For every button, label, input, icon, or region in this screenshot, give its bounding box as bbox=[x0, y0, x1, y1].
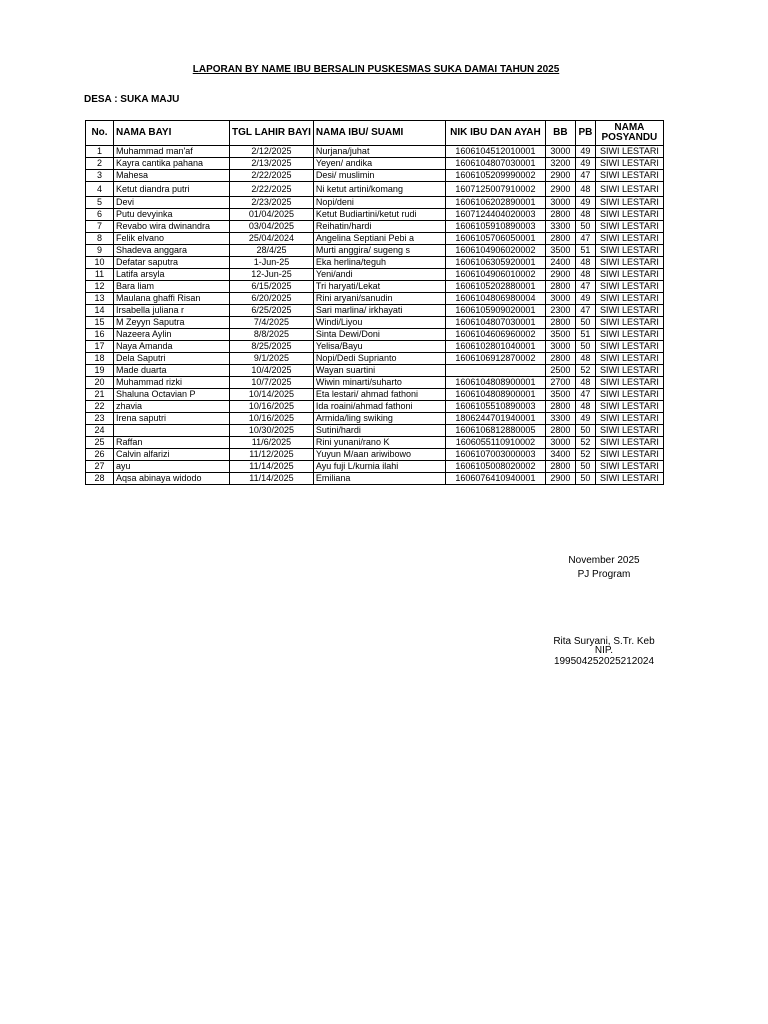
cell-nik: 1606105909020001 bbox=[445, 305, 545, 317]
table-row bbox=[86, 437, 664, 449]
cell-tgl-lahir: 9/1/2025 bbox=[230, 353, 314, 365]
table-row bbox=[86, 413, 664, 425]
cell-no: 27 bbox=[86, 461, 114, 473]
table-row bbox=[86, 233, 664, 245]
cell-bb: 2800 bbox=[545, 401, 575, 413]
cell-tgl-lahir: 2/22/2025 bbox=[230, 170, 314, 182]
cell-nik: 1606104807030001 bbox=[445, 158, 545, 170]
cell-no: 1 bbox=[86, 146, 114, 158]
cell-bb: 2500 bbox=[545, 365, 575, 377]
cell-nama-bayi: Irsabella juliana r bbox=[114, 305, 230, 317]
cell-posyandu: SIWI LESTARI bbox=[595, 365, 663, 377]
cell-bb: 2800 bbox=[545, 461, 575, 473]
table-row bbox=[86, 389, 664, 401]
table-row bbox=[86, 281, 664, 293]
cell-pb: 48 bbox=[575, 353, 595, 365]
table-row bbox=[86, 449, 664, 461]
cell-bb: 2900 bbox=[545, 269, 575, 281]
cell-tgl-lahir: 01/04/2025 bbox=[230, 209, 314, 221]
cell-bb: 3500 bbox=[545, 329, 575, 341]
table-row bbox=[86, 257, 664, 269]
cell-nama-bayi: Mahesa bbox=[114, 170, 230, 182]
table-row bbox=[86, 245, 664, 257]
cell-bb: 2900 bbox=[545, 170, 575, 182]
cell-nik: 1606104606960002 bbox=[445, 329, 545, 341]
cell-pb: 48 bbox=[575, 377, 595, 389]
cell-tgl-lahir: 7/4/2025 bbox=[230, 317, 314, 329]
cell-nik: 1606104808900001 bbox=[445, 389, 545, 401]
cell-nama-ibu: Ni ketut artini/komang bbox=[313, 182, 445, 197]
cell-bb: 2800 bbox=[545, 281, 575, 293]
cell-nik: 1606106812880005 bbox=[445, 425, 545, 437]
cell-tgl-lahir: 2/23/2025 bbox=[230, 197, 314, 209]
cell-pb: 49 bbox=[575, 413, 595, 425]
cell-pb: 47 bbox=[575, 233, 595, 245]
table-row bbox=[86, 146, 664, 158]
cell-bb: 2800 bbox=[545, 353, 575, 365]
cell-no: 23 bbox=[86, 413, 114, 425]
cell-tgl-lahir: 10/7/2025 bbox=[230, 377, 314, 389]
cell-posyandu: SIWI LESTARI bbox=[595, 293, 663, 305]
cell-pb: 50 bbox=[575, 221, 595, 233]
cell-nama-ibu: Eta lestari/ ahmad fathoni bbox=[313, 389, 445, 401]
cell-nik: 1606106305920001 bbox=[445, 257, 545, 269]
cell-nama-ibu: Wayan suartini bbox=[313, 365, 445, 377]
cell-posyandu: SIWI LESTARI bbox=[595, 221, 663, 233]
cell-no: 19 bbox=[86, 365, 114, 377]
cell-nama-ibu: Sari marlina/ irkhayati bbox=[313, 305, 445, 317]
cell-posyandu: SIWI LESTARI bbox=[595, 401, 663, 413]
cell-nama-ibu: Sinta Dewi/Doni bbox=[313, 329, 445, 341]
header-no: No. bbox=[86, 121, 114, 146]
cell-tgl-lahir: 6/25/2025 bbox=[230, 305, 314, 317]
cell-bb: 2400 bbox=[545, 257, 575, 269]
header-posyandu-line1: NAMA bbox=[614, 122, 645, 133]
cell-bb: 2300 bbox=[545, 305, 575, 317]
cell-nama-bayi: Kayra cantika pahana bbox=[114, 158, 230, 170]
cell-nama-bayi: Revabo wira dwinandra bbox=[114, 221, 230, 233]
cell-bb: 3000 bbox=[545, 437, 575, 449]
cell-nik: 1606107003000003 bbox=[445, 449, 545, 461]
cell-no: 13 bbox=[86, 293, 114, 305]
cell-no: 21 bbox=[86, 389, 114, 401]
cell-posyandu: SIWI LESTARI bbox=[595, 413, 663, 425]
cell-pb: 47 bbox=[575, 305, 595, 317]
cell-nama-ibu: Windi/Liyou bbox=[313, 317, 445, 329]
cell-nama-bayi: Raffan bbox=[114, 437, 230, 449]
cell-no: 9 bbox=[86, 245, 114, 257]
cell-posyandu: SIWI LESTARI bbox=[595, 146, 663, 158]
cell-bb: 3500 bbox=[545, 245, 575, 257]
cell-bb: 3200 bbox=[545, 158, 575, 170]
cell-pb: 47 bbox=[575, 281, 595, 293]
cell-posyandu: SIWI LESTARI bbox=[595, 377, 663, 389]
table-row bbox=[86, 293, 664, 305]
cell-pb: 49 bbox=[575, 293, 595, 305]
table-row bbox=[86, 329, 664, 341]
cell-posyandu: SIWI LESTARI bbox=[595, 182, 663, 197]
cell-posyandu: SIWI LESTARI bbox=[595, 305, 663, 317]
cell-nama-bayi: Latifa arsyla bbox=[114, 269, 230, 281]
header-nama-bayi: NAMA BAYI bbox=[114, 121, 230, 146]
cell-nama-ibu: Tri haryati/Lekat bbox=[313, 281, 445, 293]
cell-nama-ibu: Murti anggira/ sugeng s bbox=[313, 245, 445, 257]
cell-posyandu: SIWI LESTARI bbox=[595, 257, 663, 269]
cell-nama-ibu: Angelina Septiani Pebi a bbox=[313, 233, 445, 245]
cell-no: 7 bbox=[86, 221, 114, 233]
cell-pb: 51 bbox=[575, 245, 595, 257]
cell-nama-bayi: Felik elvano bbox=[114, 233, 230, 245]
cell-no: 16 bbox=[86, 329, 114, 341]
cell-no: 10 bbox=[86, 257, 114, 269]
cell-pb: 51 bbox=[575, 329, 595, 341]
cell-bb: 3000 bbox=[545, 293, 575, 305]
cell-pb: 50 bbox=[575, 425, 595, 437]
cell-pb: 50 bbox=[575, 461, 595, 473]
cell-pb: 49 bbox=[575, 158, 595, 170]
cell-pb: 48 bbox=[575, 401, 595, 413]
table-row bbox=[86, 158, 664, 170]
cell-pb: 52 bbox=[575, 449, 595, 461]
cell-tgl-lahir: 6/15/2025 bbox=[230, 281, 314, 293]
cell-bb: 3000 bbox=[545, 146, 575, 158]
cell-nama-bayi: Naya Amanda bbox=[114, 341, 230, 353]
cell-nama-ibu: Yeni/andi bbox=[313, 269, 445, 281]
cell-nama-bayi: Made duarta bbox=[114, 365, 230, 377]
cell-tgl-lahir: 28/4/25 bbox=[230, 245, 314, 257]
header-nik: NIK IBU DAN AYAH bbox=[445, 121, 545, 146]
cell-nik: 1806244701940001 bbox=[445, 413, 545, 425]
cell-tgl-lahir: 11/14/2025 bbox=[230, 473, 314, 485]
cell-nama-ibu: Yeyen/ andika bbox=[313, 158, 445, 170]
cell-tgl-lahir: 1-Jun-25 bbox=[230, 257, 314, 269]
cell-posyandu: SIWI LESTARI bbox=[595, 389, 663, 401]
cell-tgl-lahir: 8/25/2025 bbox=[230, 341, 314, 353]
cell-no: 2 bbox=[86, 158, 114, 170]
cell-nama-bayi: Shadeva anggara bbox=[114, 245, 230, 257]
cell-bb: 2800 bbox=[545, 317, 575, 329]
cell-nama-bayi: Muhammad man'af bbox=[114, 146, 230, 158]
cell-posyandu: SIWI LESTARI bbox=[595, 245, 663, 257]
cell-nama-ibu: Desi/ muslimin bbox=[313, 170, 445, 182]
cell-no: 8 bbox=[86, 233, 114, 245]
table-row bbox=[86, 317, 664, 329]
cell-nama-bayi: Maulana ghaffi Risan bbox=[114, 293, 230, 305]
table-row bbox=[86, 365, 664, 377]
cell-nik: 1606055110910002 bbox=[445, 437, 545, 449]
cell-pb: 48 bbox=[575, 209, 595, 221]
cell-no: 20 bbox=[86, 377, 114, 389]
cell-nik: 1606102801040001 bbox=[445, 341, 545, 353]
cell-posyandu: SIWI LESTARI bbox=[595, 197, 663, 209]
cell-pb: 52 bbox=[575, 437, 595, 449]
cell-no: 5 bbox=[86, 197, 114, 209]
cell-tgl-lahir: 6/20/2025 bbox=[230, 293, 314, 305]
cell-bb: 2800 bbox=[545, 233, 575, 245]
cell-nik: 1606104806980004 bbox=[445, 293, 545, 305]
cell-bb: 3400 bbox=[545, 449, 575, 461]
cell-nama-ibu: Ida roaini/ahmad fathoni bbox=[313, 401, 445, 413]
cell-posyandu: SIWI LESTARI bbox=[595, 449, 663, 461]
table-row bbox=[86, 209, 664, 221]
cell-nama-bayi: Aqsa abinaya widodo bbox=[114, 473, 230, 485]
table-row bbox=[86, 401, 664, 413]
cell-posyandu: SIWI LESTARI bbox=[595, 341, 663, 353]
cell-posyandu: SIWI LESTARI bbox=[595, 170, 663, 182]
cell-posyandu: SIWI LESTARI bbox=[595, 437, 663, 449]
cell-tgl-lahir: 8/8/2025 bbox=[230, 329, 314, 341]
table-row bbox=[86, 197, 664, 209]
cell-nama-bayi: Calvin alfarizi bbox=[114, 449, 230, 461]
cell-bb: 3000 bbox=[545, 197, 575, 209]
cell-tgl-lahir: 10/30/2025 bbox=[230, 425, 314, 437]
cell-tgl-lahir: 2/12/2025 bbox=[230, 146, 314, 158]
cell-nama-ibu: Eka herlina/teguh bbox=[313, 257, 445, 269]
cell-nik: 1606105008020002 bbox=[445, 461, 545, 473]
cell-no: 4 bbox=[86, 182, 114, 197]
header-posyandu bbox=[595, 121, 663, 146]
cell-tgl-lahir: 10/16/2025 bbox=[230, 401, 314, 413]
cell-nama-bayi: M Zeyyn Saputra bbox=[114, 317, 230, 329]
table-row bbox=[86, 341, 664, 353]
cell-pb: 49 bbox=[575, 146, 595, 158]
birth-report-table bbox=[85, 120, 664, 485]
cell-nama-ibu: Emiliana bbox=[313, 473, 445, 485]
cell-tgl-lahir: 10/4/2025 bbox=[230, 365, 314, 377]
table-row bbox=[86, 182, 664, 197]
cell-nik: 1606104808900001 bbox=[445, 377, 545, 389]
signature-role: PJ Program bbox=[577, 569, 631, 580]
cell-posyandu: SIWI LESTARI bbox=[595, 158, 663, 170]
cell-tgl-lahir: 2/22/2025 bbox=[230, 182, 314, 197]
cell-bb: 2800 bbox=[545, 209, 575, 221]
cell-nik: 1606104906020002 bbox=[445, 245, 545, 257]
cell-nama-ibu: Wiwin minarti/suharto bbox=[313, 377, 445, 389]
cell-nik bbox=[445, 365, 545, 377]
cell-tgl-lahir: 10/14/2025 bbox=[230, 389, 314, 401]
report-title: LAPORAN BY NAME IBU BERSALIN PUSKESMAS SUKA DAMAI TAHUN 2025 bbox=[192, 64, 560, 75]
header-nama-ibu: NAMA IBU/ SUAMI bbox=[313, 121, 445, 146]
cell-pb: 47 bbox=[575, 389, 595, 401]
cell-bb: 2900 bbox=[545, 182, 575, 197]
table-row bbox=[86, 305, 664, 317]
cell-posyandu: SIWI LESTARI bbox=[595, 425, 663, 437]
cell-bb: 3000 bbox=[545, 341, 575, 353]
header-posyandu-line2: POSYANDU bbox=[601, 132, 658, 143]
cell-nama-bayi: Putu devyinka bbox=[114, 209, 230, 221]
table-header-row bbox=[86, 121, 664, 146]
cell-posyandu: SIWI LESTARI bbox=[595, 329, 663, 341]
cell-nik: 1606106202890001 bbox=[445, 197, 545, 209]
cell-posyandu: SIWI LESTARI bbox=[595, 353, 663, 365]
cell-nama-ibu: Sutini/hardi bbox=[313, 425, 445, 437]
cell-no: 22 bbox=[86, 401, 114, 413]
cell-pb: 48 bbox=[575, 257, 595, 269]
cell-nama-bayi: Irena saputri bbox=[114, 413, 230, 425]
cell-nama-ibu: Reihatin/hardi bbox=[313, 221, 445, 233]
cell-nama-ibu: Armida/ling swiking bbox=[313, 413, 445, 425]
table-row bbox=[86, 461, 664, 473]
cell-bb: 3300 bbox=[545, 413, 575, 425]
cell-pb: 48 bbox=[575, 269, 595, 281]
signature-nip: 199504252025212024 bbox=[553, 656, 655, 667]
table-row bbox=[86, 377, 664, 389]
cell-no: 12 bbox=[86, 281, 114, 293]
cell-no: 24 bbox=[86, 425, 114, 437]
cell-bb: 3300 bbox=[545, 221, 575, 233]
cell-pb: 50 bbox=[575, 317, 595, 329]
cell-nik: 1606105510890003 bbox=[445, 401, 545, 413]
cell-nik: 1606105706050001 bbox=[445, 233, 545, 245]
cell-bb: 3500 bbox=[545, 389, 575, 401]
cell-nama-ibu: Yuyun M/aan ariwibowo bbox=[313, 449, 445, 461]
cell-nama-ibu: Rini aryani/sanudin bbox=[313, 293, 445, 305]
cell-no: 28 bbox=[86, 473, 114, 485]
table-row bbox=[86, 425, 664, 437]
cell-nama-ibu: Nurjana/juhat bbox=[313, 146, 445, 158]
cell-nama-bayi: Muhammad rizki bbox=[114, 377, 230, 389]
cell-pb: 50 bbox=[575, 341, 595, 353]
cell-posyandu: SIWI LESTARI bbox=[595, 233, 663, 245]
cell-bb: 2900 bbox=[545, 473, 575, 485]
cell-nama-ibu: Rini yunani/rano K bbox=[313, 437, 445, 449]
cell-nama-ibu: Ayu fuji L/kurnia ilahi bbox=[313, 461, 445, 473]
cell-posyandu: SIWI LESTARI bbox=[595, 281, 663, 293]
cell-nama-ibu: Ketut Budiartini/ketut rudi bbox=[313, 209, 445, 221]
cell-posyandu: SIWI LESTARI bbox=[595, 461, 663, 473]
table-row bbox=[86, 269, 664, 281]
cell-no: 14 bbox=[86, 305, 114, 317]
cell-nik: 1606104906010002 bbox=[445, 269, 545, 281]
cell-tgl-lahir: 25/04/2024 bbox=[230, 233, 314, 245]
cell-no: 26 bbox=[86, 449, 114, 461]
cell-nama-bayi: Bara liam bbox=[114, 281, 230, 293]
cell-nama-bayi bbox=[114, 425, 230, 437]
cell-nik: 1606106912870002 bbox=[445, 353, 545, 365]
cell-nama-ibu: Nopi/deni bbox=[313, 197, 445, 209]
cell-nik: 1606105910890003 bbox=[445, 221, 545, 233]
cell-nama-ibu: Nopi/Dedi Suprianto bbox=[313, 353, 445, 365]
cell-nama-bayi: Defatar saputra bbox=[114, 257, 230, 269]
cell-tgl-lahir: 11/6/2025 bbox=[230, 437, 314, 449]
table-row bbox=[86, 473, 664, 485]
cell-nik: 1607124404020003 bbox=[445, 209, 545, 221]
cell-no: 17 bbox=[86, 341, 114, 353]
cell-tgl-lahir: 11/14/2025 bbox=[230, 461, 314, 473]
cell-pb: 47 bbox=[575, 170, 595, 182]
cell-nama-ibu: Yelisa/Bayu bbox=[313, 341, 445, 353]
cell-no: 15 bbox=[86, 317, 114, 329]
cell-posyandu: SIWI LESTARI bbox=[595, 317, 663, 329]
cell-nama-bayi: Nazeera Aylin bbox=[114, 329, 230, 341]
table-row bbox=[86, 353, 664, 365]
cell-posyandu: SIWI LESTARI bbox=[595, 269, 663, 281]
table-row bbox=[86, 170, 664, 182]
cell-tgl-lahir: 2/13/2025 bbox=[230, 158, 314, 170]
cell-posyandu: SIWI LESTARI bbox=[595, 473, 663, 485]
header-bb: BB bbox=[545, 121, 575, 146]
signature-date: November 2025 bbox=[568, 555, 640, 566]
village-label: DESA : SUKA MAJU bbox=[84, 94, 180, 105]
cell-tgl-lahir: 12-Jun-25 bbox=[230, 269, 314, 281]
cell-tgl-lahir: 10/16/2025 bbox=[230, 413, 314, 425]
cell-pb: 49 bbox=[575, 197, 595, 209]
cell-pb: 52 bbox=[575, 365, 595, 377]
table-row bbox=[86, 221, 664, 233]
cell-bb: 2700 bbox=[545, 377, 575, 389]
signature-name: Rita Suryani, S.Tr. Keb bbox=[553, 636, 655, 647]
cell-nik: 1606104807030001 bbox=[445, 317, 545, 329]
cell-nik: 1606076410940001 bbox=[445, 473, 545, 485]
cell-nama-bayi: Ketut diandra putri bbox=[114, 182, 230, 197]
cell-no: 11 bbox=[86, 269, 114, 281]
cell-nama-bayi: ayu bbox=[114, 461, 230, 473]
cell-nama-bayi: Shaluna Octavian P bbox=[114, 389, 230, 401]
cell-nama-bayi: Devi bbox=[114, 197, 230, 209]
header-tgl-lahir: TGL LAHIR BAYI bbox=[230, 121, 314, 146]
cell-nama-bayi: Dela Saputri bbox=[114, 353, 230, 365]
cell-no: 18 bbox=[86, 353, 114, 365]
cell-no: 3 bbox=[86, 170, 114, 182]
cell-nama-bayi: zhavia bbox=[114, 401, 230, 413]
cell-no: 25 bbox=[86, 437, 114, 449]
cell-tgl-lahir: 11/12/2025 bbox=[230, 449, 314, 461]
cell-bb: 2800 bbox=[545, 425, 575, 437]
cell-pb: 50 bbox=[575, 473, 595, 485]
cell-no: 6 bbox=[86, 209, 114, 221]
cell-nik: 1606104512010001 bbox=[445, 146, 545, 158]
cell-nik: 1606105209990002 bbox=[445, 170, 545, 182]
cell-nik: 1606105202880001 bbox=[445, 281, 545, 293]
cell-pb: 48 bbox=[575, 182, 595, 197]
cell-posyandu: SIWI LESTARI bbox=[595, 209, 663, 221]
signature-nip-label: NIP. bbox=[594, 645, 614, 656]
cell-tgl-lahir: 03/04/2025 bbox=[230, 221, 314, 233]
header-pb: PB bbox=[575, 121, 595, 146]
cell-nik: 1607125007910002 bbox=[445, 182, 545, 197]
